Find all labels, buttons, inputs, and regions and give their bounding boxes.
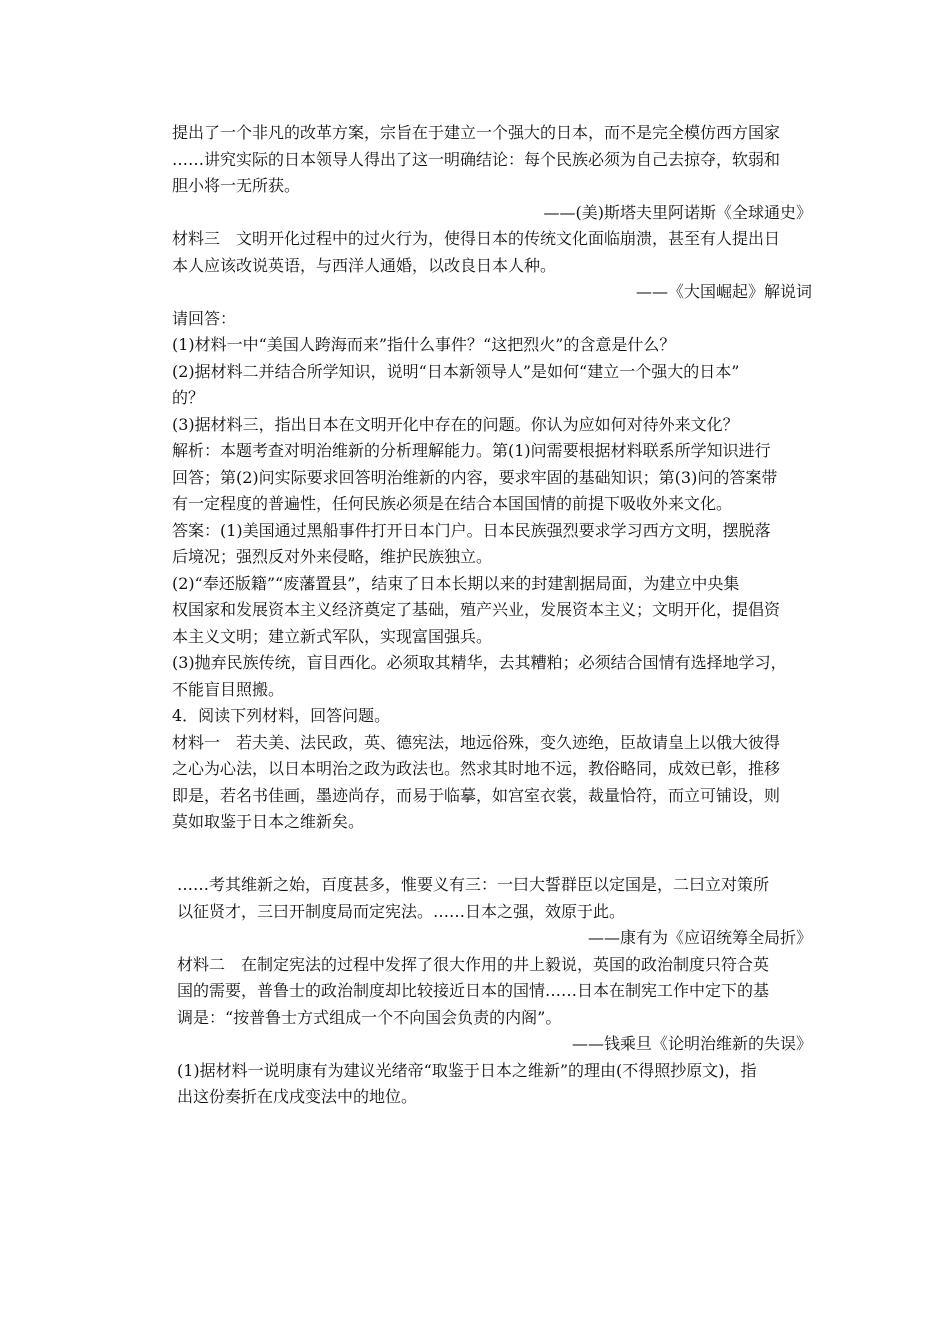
analysis-paragraph <box>172 438 812 518</box>
text-line: 莫如取鉴于日本之维新矣。 <box>172 812 365 831</box>
text-line: 材料三 文明开化过程中的过火行为，使得日本的传统文化面临崩溃，甚至有人提出日 <box>172 229 781 248</box>
q4-material1 <box>172 730 812 836</box>
text-line: 调是：“按普鲁士方式组成一个不向国会负责的内阁”。 <box>177 1007 562 1027</box>
content-upper <box>172 120 812 836</box>
text-line: 材料二 在制定宪法的过程中发挥了很大作用的井上毅说，英国的政治制度只符合英 <box>177 954 770 974</box>
text-line: (2)据材料二并结合所学知识，说明“日本新领导人”是如何“建立一个强大的日本” <box>172 361 740 381</box>
source-citation: ——(美)斯塔夫里阿诺斯《全球通史》 <box>543 202 812 222</box>
text-line: 不能盲目照搬。 <box>172 679 285 699</box>
text-line: (2)“奉还版籍”“废藩置县”，结束了日本长期以来的封建割据局面，为建立中央集 <box>172 573 740 593</box>
answer-2 <box>172 571 812 651</box>
text-line: 后境况；强烈反对外来侵略，维护民族独立。 <box>172 547 493 566</box>
source-citation: ——康有为《应诏统筹全局折》 <box>587 928 812 947</box>
question-4-heading: 4．阅读下列材料，回答问题。 <box>172 706 391 725</box>
text-line: ……考其维新之始，百度甚多，惟要义有三：一曰大誓群臣以定国是，二曰立对策所 <box>177 875 770 894</box>
text-line: 提出了一个非凡的改革方案，宗旨在于建立一个强大的日本，而不是完全模仿西方国家 <box>172 123 781 142</box>
material3-paragraph <box>172 226 812 279</box>
text-line: 的？ <box>172 388 205 407</box>
question-1: (1)材料一中“美国人跨海而来”指什么事件？“这把烈火”的含意是什么？ <box>172 335 676 354</box>
text-line: 解析：本题考查对明治维新的分析理解能力。第(1)问需要根据材料联系所学知识进行 <box>172 441 771 460</box>
text-line: 回答；第(2)问实际要求回答明治维新的内容，要求牢固的基础知识；第(3)问的答案带 <box>172 467 778 487</box>
answer-3 <box>172 650 812 703</box>
text-line: 国的需要，普鲁士的政治制度却比较接近日本的国情……日本在制宪工作中定下的基 <box>177 981 770 1000</box>
text-line: (1)据材料一说明康有为建议光绪帝“取鉴于日本之维新”的理由(不得照抄原文)，指 <box>177 1060 757 1080</box>
text-line: 以征贤才，三曰开制度局而定宪法。……日本之强，效原于此。 <box>177 901 626 921</box>
text-line: ……讲究实际的日本领导人得出了这一明确结论：每个民族必须为自己去掠夺，软弱和 <box>172 149 781 169</box>
text-line: 答案：(1)美国通过黑船事件打开日本门户。日本民族强烈要求学习西方文明，摆脱落 <box>172 520 771 540</box>
text-line: 胆小将一无所获。 <box>172 176 301 195</box>
text-line: 出这份奏折在戊戌变法中的地位。 <box>177 1087 418 1106</box>
source-citation: ——《大国崛起》解说词 <box>635 282 812 301</box>
text-line: 材料一 若夫美、法民政，英、德宪法，地远俗殊，变久迹绝，臣故请皇上以俄大彼得 <box>172 732 781 752</box>
source-citation: ——钱乘旦《论明治维新的失误》 <box>571 1034 812 1053</box>
text-line: 即是，若名书佳画，墨迹尚存，而易于临摹，如宫室衣裳，裁量恰符，而立可铺设，则 <box>172 785 781 805</box>
q4-material1-continued <box>177 872 812 925</box>
material2-continuation <box>172 120 812 200</box>
text-line: 有一定程度的普遍性，任何民族必须是在结合本国国情的前提下吸收外来文化。 <box>172 494 733 513</box>
content-lower <box>177 872 812 1111</box>
question-3: (3)据材料三，指出日本在文明开化中存在的问题。你认为应如何对待外来文化？ <box>172 414 739 434</box>
text-line: 本人应该改说英语，与西洋人通婚，以改良日本人种。 <box>172 255 557 275</box>
answer-1 <box>172 518 812 571</box>
text-line: (3)抛弃民族传统，盲目西化。必须取其精华，去其糟粕；必须结合国情有选择地学习， <box>172 653 787 672</box>
text-line: 权国家和发展资本主义经济奠定了基础，殖产兴业，发展资本主义；文明开化，提倡资 <box>172 600 781 619</box>
text-line: 本主义文明；建立新式军队，实现富国强兵。 <box>172 626 493 646</box>
q4-material2 <box>177 952 812 1032</box>
q4-sub-question-1 <box>177 1058 812 1111</box>
text-line: 之心为心法，以日本明治之政为政法也。然求其时地不远，教俗略同，成效已彰，推移 <box>172 759 781 778</box>
questions-intro: 请回答： <box>172 308 237 328</box>
question-2 <box>172 359 812 412</box>
